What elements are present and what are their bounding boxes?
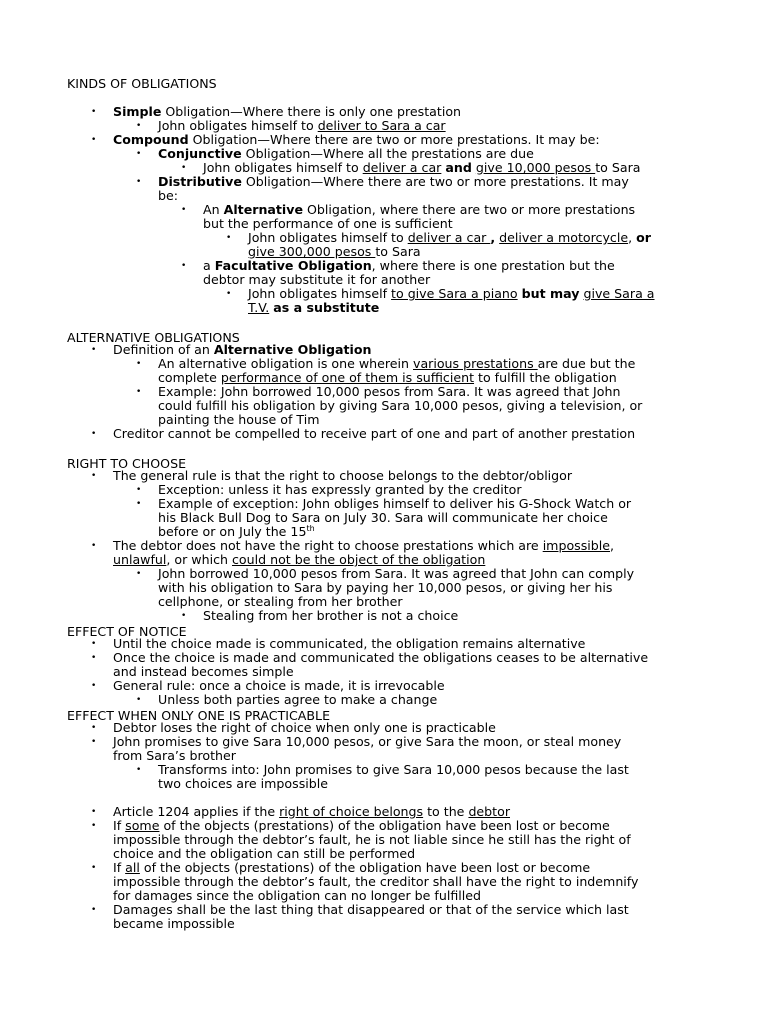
bullet-icon: • [181,611,187,621]
list-item-line [248,287,655,301]
text-run: cellphone, or stealing from her brother [158,594,403,609]
list-item-line [113,805,510,819]
list-item-line [113,833,631,847]
underlined-text: to give Sara a piano [391,286,518,301]
text-run: Debtor loses the right of choice when only one is practicable [113,720,496,735]
list-item-line [203,259,615,273]
list-item-line [158,483,522,497]
bullet-icon: • [91,107,97,117]
list-item-line [113,749,236,763]
bullet-icon: • [91,345,97,355]
bold-text: Facultative Obligation [214,258,372,273]
list-item-line [203,217,453,231]
bullet-icon: • [91,653,97,663]
bold-text: Distributive [158,174,242,189]
text-run: Obligation—Where there are two or more prestations. It may [241,174,629,189]
list-item-line [248,245,421,259]
text-run: a [203,258,215,273]
bold-text: Alternative Obligation [213,342,372,357]
text-run: to Sara [375,244,421,259]
list-item-line [113,651,648,665]
list-item-line [113,105,461,119]
list-item-line [158,147,534,161]
bold-text: but may [521,286,580,301]
list-item-line [203,273,430,287]
text-run: Definition of an [113,342,214,357]
text-run: with his obligation to Sara by paying her 10,000 pesos, or giving her his [158,580,613,595]
text-run: John borrowed 10,000 pesos from Sara. It was agreed that John can comply [158,566,635,581]
text-run: John obligates himself to [203,160,363,175]
list-item-line [203,203,635,217]
list-item-line [113,679,445,693]
text-run: Damages shall be the last thing that disappeared or that of the service which last [113,902,629,917]
list-item-line [113,133,600,147]
list-item-line [203,161,640,175]
text-run: John obligates himself [248,286,392,301]
text-run: his Black Bull Dog to Sara on July 30. Sara will communicate her choice [158,510,608,525]
bullet-icon: • [91,471,97,481]
text-run: could fulfill his obligation by giving Sara 10,000 pesos, giving a television, or [158,398,643,413]
bullet-icon: • [91,723,97,733]
bold-text: or [636,230,651,245]
list-item-line [248,231,651,245]
list-item-line [113,469,572,483]
bullet-icon: • [136,695,142,705]
text-run: John promises to give Sara 10,000 pesos, or give Sara the moon, or steal money [113,734,622,749]
bold-text: , [490,230,496,245]
bullet-icon: • [136,149,142,159]
bold-text: Simple [113,104,162,119]
list-item-line [113,665,294,679]
text-run: Example: John borrowed 10,000 pesos from Sara. It was agreed that John [158,384,621,399]
bullet-icon: • [181,205,187,215]
text-run: to the [423,804,469,819]
text-run: Exception: unless it has expressly granted by the creditor [158,482,522,497]
bullet-icon: • [91,429,97,439]
list-item-line [113,539,614,553]
text-run: , [610,538,615,553]
text-run: John obligates himself to [158,118,318,133]
list-item-line [158,189,178,203]
text-run: of the objects (prestations) of the obligation have been lost or become [139,860,591,875]
text-run: If [113,818,126,833]
text-run: Obligation, where there are two or more prestations [303,202,636,217]
list-item-line [158,525,315,539]
list-item-line [113,903,629,917]
list-item-line [113,553,485,567]
bullet-icon: • [136,569,142,579]
underlined-text: various prestations [413,356,538,371]
text-run: became impossible [113,916,235,931]
bullet-icon: • [91,681,97,691]
bullet-icon: • [91,737,97,747]
text-run: , where there is one prestation but the [371,258,615,273]
list-item-line [158,399,642,413]
text-run: debtor may substitute it for another [203,272,431,287]
text-run: The general rule is that the right to choose belongs to the debtor/obligor [113,468,573,483]
heading-effect-of-notice: EFFECT OF NOTICE [67,624,187,639]
underlined-text: deliver a car [407,230,491,245]
text-run: Example of exception: John obliges himself to deliver his G-Shock Watch or [158,496,632,511]
bullet-icon: • [136,177,142,187]
text-run: are due but the [537,356,636,371]
underlined-text: performance of one of them is sufficient [220,370,475,385]
underlined-text: all [125,860,140,875]
bold-text: as a substitute [273,300,380,315]
list-item-line [203,609,458,623]
text-run: impossible through the debtor’s fault, he is not liable since he still has the right of [113,832,631,847]
list-item-line [113,637,585,651]
list-item-line [113,735,621,749]
underlined-text: unlawful [113,552,167,567]
bullet-icon: • [91,905,97,915]
text-run: and instead becomes simple [113,664,294,679]
underlined-text: deliver to Sara a car [317,118,446,133]
bullet-icon: • [181,163,187,173]
list-item-line [158,581,612,595]
bullet-icon: • [226,233,232,243]
text-run: Obligation—Where there are two or more prestations. It may be: [188,132,600,147]
text-run: complete [158,370,221,385]
list-item-line [158,413,319,427]
underlined-text: could not be the object of the obligation [232,552,486,567]
text-run: impossible through the debtor’s fault, the creditor shall have the right to indemnify [113,874,639,889]
text-run: An alternative obligation is one wherein [158,356,413,371]
bullet-icon: • [91,135,97,145]
list-item-line [113,343,371,357]
bullet-icon: • [91,821,97,831]
list-item-line [158,511,608,525]
text-run: The debtor does not have the right to choose prestations which are [113,538,543,553]
heading-alternative-obligations: ALTERNATIVE OBLIGATIONS [67,330,240,345]
text-run: choice and the obligation can still be performed [113,846,416,861]
list-item-line [158,497,631,511]
bullet-icon: • [91,541,97,551]
underlined-text: impossible [542,538,611,553]
text-run: for damages since the obligation can no longer be fulfilled [113,888,482,903]
text-run: but the performance of one is sufficient [203,216,453,231]
underlined-text: deliver a motorcycle [499,230,629,245]
bold-text: Alternative [223,202,303,217]
text-run: painting the house of Tim [158,412,320,427]
text-run: Obligation—Where there is only one prestation [161,104,462,119]
list-item-line [113,889,481,903]
list-item-line [113,427,635,441]
heading-right-to-choose: RIGHT TO CHOOSE [67,456,187,471]
list-item-line [158,371,617,385]
underlined-text: debtor [468,804,510,819]
heading-effect-when-only-one-is-practicable: EFFECT WHEN ONLY ONE IS PRACTICABLE [67,708,331,723]
list-item-line [113,861,590,875]
bullet-icon: • [181,261,187,271]
text-run: If [113,860,126,875]
list-item-line [113,847,415,861]
underlined-text: some [125,818,160,833]
bullet-icon: • [226,289,232,299]
bullet-icon: • [136,499,142,509]
text-run: before or on July the 15 [158,524,307,539]
underlined-text: give 300,000 pesos [248,244,376,259]
list-item-line [158,595,403,609]
superscript-text: th [306,524,315,533]
bullet-icon: • [91,807,97,817]
list-item-line [113,721,496,735]
underlined-text: right of choice belongs [279,804,424,819]
text-run: Unless both parties agree to make a change [158,692,438,707]
bullet-icon: • [136,121,142,131]
text-run: Transforms into: John promises to give Sara 10,000 pesos because the last [158,762,629,777]
heading-kinds-of-obligations: KINDS OF OBLIGATIONS [67,76,217,91]
text-run: Creditor cannot be compelled to receive part of one and part of another prestation [113,426,636,441]
bold-text: Compound [113,132,189,147]
bullet-icon: • [136,387,142,397]
bold-text: Conjunctive [158,146,242,161]
list-item-line [248,301,379,315]
list-item-line [158,119,446,133]
list-item-line [158,385,620,399]
list-item-line [158,567,634,581]
text-run: Obligation—Where all the prestations are due [241,146,534,161]
bullet-icon: • [91,639,97,649]
bullet-icon: • [91,863,97,873]
list-item-line [113,917,235,931]
text-run: Stealing from her brother is not a choice [203,608,459,623]
underlined-text: T.V. [248,300,270,315]
underlined-text: give 10,000 pesos [475,160,596,175]
text-run: An [203,202,224,217]
list-item-line [158,777,328,791]
text-run: be: [158,188,178,203]
bullet-icon: • [136,359,142,369]
text-run: General rule: once a choice is made, it is irrevocable [113,678,445,693]
bold-text: and [445,160,472,175]
text-run: from Sara’s brother [113,748,236,763]
underlined-text: deliver a car [362,160,442,175]
text-run: , [628,230,637,245]
list-item-line [158,357,635,371]
list-item-line [158,763,629,777]
text-run: to fulfill the obligation [474,370,617,385]
list-item-line [158,693,437,707]
bullet-icon: • [136,765,142,775]
text-run: Until the choice made is communicated, the obligation remains alternative [113,636,586,651]
list-item-line [113,819,610,833]
text-run: two choices are impossible [158,776,328,791]
underlined-text: give Sara a [583,286,655,301]
list-item-line [158,175,629,189]
text-run: to Sara [595,160,641,175]
text-run: Article 1204 applies if the [113,804,280,819]
text-run: of the objects (prestations) of the obligation have been lost or become [159,818,610,833]
text-run: , or which [166,552,232,567]
list-item-line [113,875,638,889]
bullet-icon: • [136,485,142,495]
text-run: John obligates himself to [248,230,408,245]
text-run: Once the choice is made and communicated the obligations ceases to be alternative [113,650,649,665]
